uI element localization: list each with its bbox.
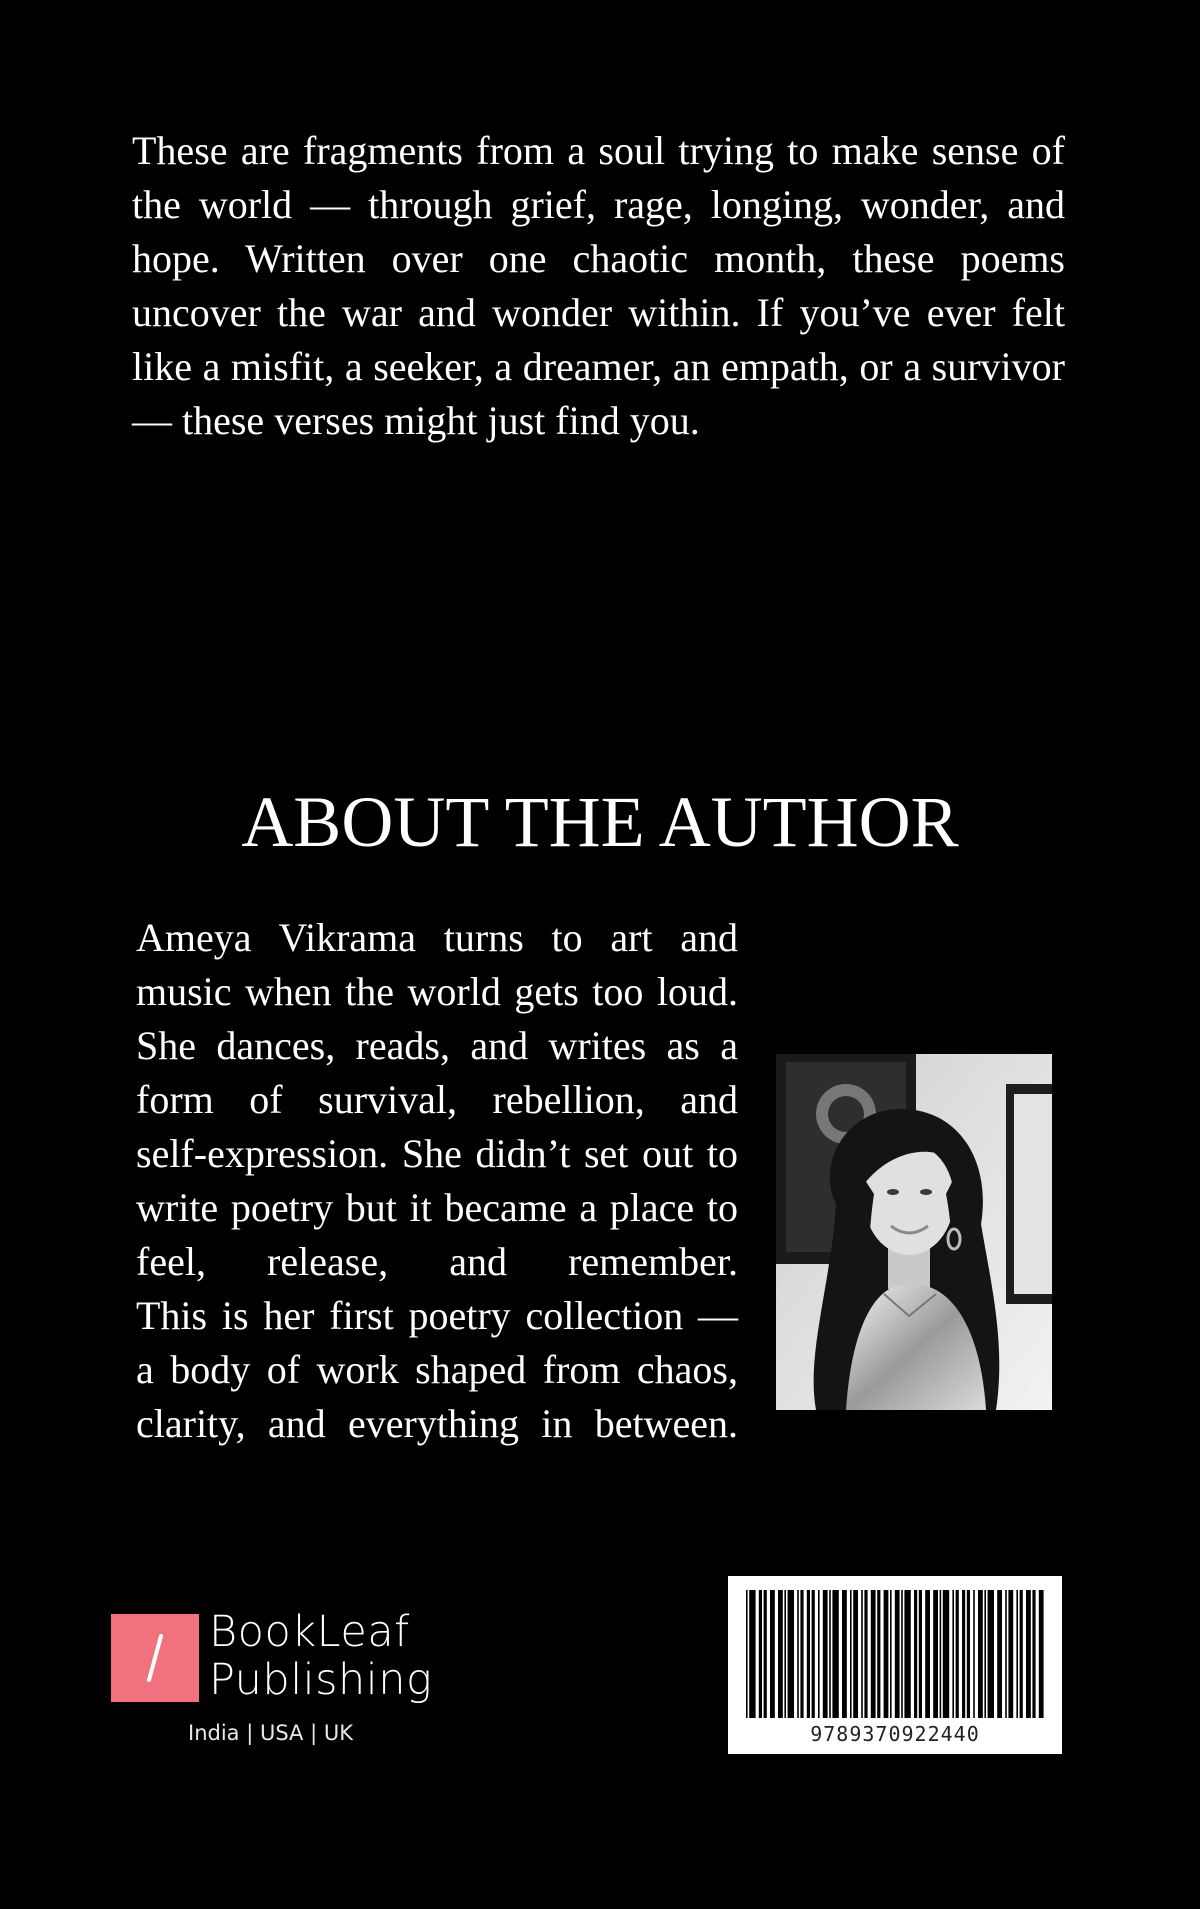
barcode-bar [988,1590,994,1718]
barcode-bar [901,1590,903,1718]
barcode-bar [746,1590,748,1718]
barcode-bar [952,1590,954,1718]
barcode-bar [914,1590,917,1718]
barcode-bar [788,1590,794,1718]
barcode-bar [812,1590,815,1718]
barcode-bar [823,1590,828,1718]
barcode-bar [864,1590,867,1718]
barcode-bar [884,1590,889,1718]
author-bio-line: Ameya Vikrama turns to art and [136,915,738,960]
publisher-name-line1: BookLeaf [209,1607,410,1657]
author-bio-line: form of survival, rebellion, and [136,1077,738,1122]
barcode-bar [749,1590,755,1718]
publisher-regions: India | USA | UK [188,1721,353,1745]
barcode-bar [1020,1590,1023,1718]
about-author-heading: ABOUT THE AUTHOR [241,782,959,862]
barcode-bar [800,1590,803,1718]
barcode-bar [943,1590,949,1718]
barcode-bar [759,1590,762,1718]
author-bio-line: clarity, and everything in between. [136,1401,738,1446]
barcode-bar [797,1590,799,1718]
author-bio-line: a body of work shaped from chaos, [136,1347,738,1392]
barcode-bar [877,1590,880,1718]
barcode-bar [842,1590,847,1718]
barcode-bar [984,1590,986,1718]
barcode-bar [978,1590,983,1718]
barcode-bar [890,1590,892,1718]
barcode-bar [919,1590,922,1718]
barcode-bar [925,1590,930,1718]
barcode-bar [973,1590,975,1718]
barcode-bar [861,1590,863,1718]
barcode-bar [818,1590,820,1718]
barcode-bar [871,1590,876,1718]
barcode-bar [997,1590,1002,1718]
barcode-bar [784,1590,786,1718]
publisher-logo [111,1607,451,1764]
barcode-bar [1008,1590,1013,1718]
isbn-barcode [728,1576,1062,1754]
barcode-bar [778,1590,783,1718]
barcode-bar [940,1590,942,1718]
author-bio-line: feel, release, and remember. [136,1239,738,1284]
barcode-bar [829,1590,831,1718]
barcode-bar [933,1590,938,1718]
isbn-number: 9789370922440 [810,1722,980,1746]
author-bio-line: She dances, reads, and writes as a [136,1023,738,1068]
slash-icon [111,1614,199,1702]
barcode-bar [1032,1590,1035,1718]
barcode-bar [1005,1590,1007,1718]
author-bio-line: music when the world gets too loud. [136,969,738,1014]
author-bio-line: write poetry but it became a place to [136,1185,738,1230]
barcode-bar [807,1590,810,1718]
barcode-bar [895,1590,900,1718]
author-bio [136,911,738,1451]
barcode-bar [764,1590,767,1718]
barcode-bar [904,1590,910,1718]
barcode-bar [832,1590,838,1718]
author-photo [776,1054,1052,1410]
back-cover-blurb: These are fragments from a soul trying to make sense of the world — through grief, rage, longing, wonder, and hope. Written over one chaotic month, these poems uncover the war and wonder within. If you’ve ever felt like a misfit, a seeker, a dreamer, an empath, or a survivor — these verses might just find you. [132,128,1065,443]
publisher-name-line2: Publishing [209,1655,433,1705]
barcode-bar [962,1590,965,1718]
barcode-bar [967,1590,970,1718]
barcode-bar [770,1590,775,1718]
barcode-bar [1026,1590,1031,1718]
barcode-bar [1039,1590,1044,1718]
barcode-bar [853,1590,858,1718]
barcode-bar [850,1590,852,1718]
author-portrait-illustration [776,1054,1052,1410]
barcode-bar [956,1590,959,1718]
author-bio-line: This is her first poetry collection — [136,1293,738,1338]
author-bio-line: self-expression. She didn’t set out to [136,1131,738,1176]
barcode-bar [1016,1590,1018,1718]
